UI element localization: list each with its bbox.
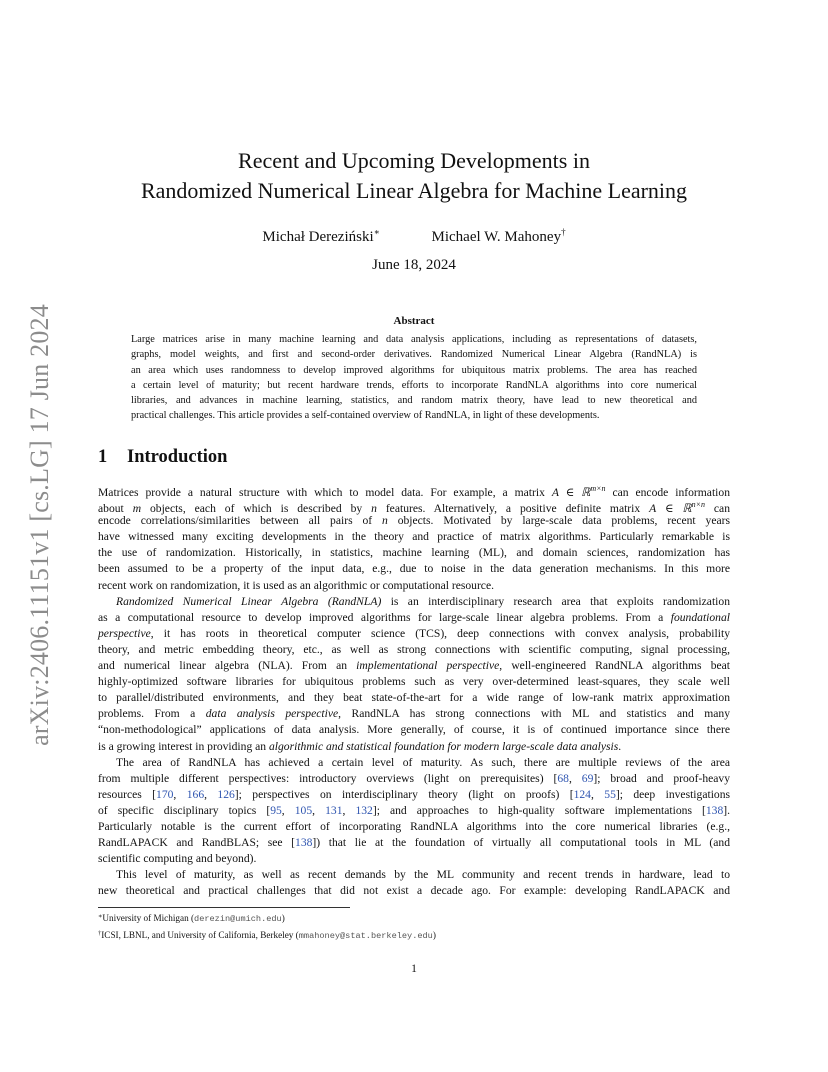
math-superscript: n×n xyxy=(691,500,705,510)
section-heading-introduction xyxy=(98,445,227,469)
footnote-1 xyxy=(98,910,730,927)
abstract-line: a certain level of maturity; but recent hardware trends, efforts to incorporate RandNLA algorithms into core numerical xyxy=(131,379,697,391)
author-list xyxy=(98,222,730,247)
italic-run: perspective xyxy=(98,626,151,640)
body-line xyxy=(98,835,730,851)
body-line: “non-methodological” applications of data analysis. More generally, of course, it is of continued importance since there xyxy=(98,723,730,737)
body-line: from multiple different perspectives: introductory overviews (light on prerequisites) [68, 69]; broad and proof-heavy xyxy=(98,771,731,785)
citation-link[interactable]: 170 xyxy=(156,787,174,801)
italic-run: Randomized Numerical Linear Algebra (RandNLA) xyxy=(116,594,382,608)
page-number: 1 xyxy=(411,962,417,975)
abstract-heading: Abstract xyxy=(393,315,435,327)
body-line xyxy=(98,513,730,529)
body-line: highly-optimized software libraries for ubiquitous problems such as very over-determined least-squares, they scale well xyxy=(98,675,730,689)
author-2-name: Michael W. Mahoney xyxy=(431,229,562,245)
italic-run: foundational xyxy=(670,610,730,624)
citation-link[interactable]: 132 xyxy=(355,803,373,817)
text-run: problems. From a xyxy=(98,707,206,721)
body-line: have witnessed many exciting developments in the theory and practice of matrix algorithms. Particularly remarkable is xyxy=(98,530,730,544)
footnote-rule xyxy=(98,907,350,908)
body-line: the use of randomization. Historically, in statistics, machine learning (ML), and domain sciences, randomization has xyxy=(98,546,730,560)
text-run: ]) that lie at the foundation of virtually all computational tools in ML (and xyxy=(312,836,730,850)
citation-link[interactable]: 69 xyxy=(581,771,594,785)
body-line: resources [170, 166, 126]; perspectives on interdisciplinary theory (light on proofs) [124, 55]; deep investigations xyxy=(98,787,731,801)
author-1-mark: ∗ xyxy=(373,227,380,237)
body-line xyxy=(98,497,730,513)
introduction-body xyxy=(98,481,730,899)
footnote-mark: ∗ xyxy=(98,913,103,920)
text-run: is an interdisciplinary research area that exploits randomization xyxy=(381,594,730,608)
citation-link[interactable]: 105 xyxy=(294,803,313,817)
italic-run: data analysis perspective xyxy=(205,707,339,721)
body-line: of specific disciplinary topics [95, 105, 131, 132]; and approaches to high-quality software implementations [138]. xyxy=(98,803,731,817)
footnote-text: University of Michigan ( xyxy=(102,913,195,923)
paper-date: June 18, 2024 xyxy=(372,257,456,273)
math-superscript: m×n xyxy=(590,484,606,493)
citation-link[interactable]: 126 xyxy=(217,787,235,801)
body-line xyxy=(98,594,730,610)
title-line-2: Randomized Numerical Linear Algebra for Machine Learning xyxy=(140,178,688,203)
abstract-line: Large matrices arise in many machine learning and data analysis applications, including as representations of datasets, xyxy=(131,334,697,345)
text-run: as a computational resource to develop improved algorithms for large-scale linear algebra problems. From a xyxy=(98,610,671,624)
body-line xyxy=(98,626,730,642)
text-run: from multiple different perspectives: introductory overviews (light on prerequisites) [ xyxy=(98,771,558,785)
footnotes xyxy=(98,910,730,943)
text-run: objects, each of which is described by xyxy=(141,501,372,515)
footnote-2 xyxy=(98,927,730,944)
text-run: ]; deep investigations xyxy=(615,787,731,801)
citation-link[interactable]: 55 xyxy=(604,787,616,801)
body-line: This level of maturity, as well as recent demands by the ML community and recent trends in hardware, lead to xyxy=(116,868,730,882)
math-run: A ∈ ℝ xyxy=(551,485,591,499)
text-run: about xyxy=(98,501,133,515)
italic-run: implementational perspective xyxy=(356,659,500,673)
footnote-text: ) xyxy=(432,929,436,940)
section-number: 1 xyxy=(98,447,108,467)
body-line: Particularly notable is the current effort of incorporating RandNLA algorithms into the core numerical libraries (e.g., xyxy=(98,819,730,833)
text-run: can xyxy=(704,501,730,515)
abstract-body xyxy=(131,332,697,424)
citation-link[interactable]: 124 xyxy=(573,787,591,801)
author-1 xyxy=(262,222,379,247)
citation-link[interactable]: 68 xyxy=(557,771,569,785)
paper-title xyxy=(98,146,730,206)
arxiv-identifier-stamp xyxy=(23,290,57,760)
math-run: n xyxy=(371,501,377,515)
arxiv-identifier-text: arXiv:2406.11151v1 [cs.LG] 17 Jun 2024 xyxy=(25,304,54,746)
email-link[interactable]: mmahoney@stat.berkeley.edu xyxy=(298,930,433,941)
text-run: , it has roots in theoretical computer science (TCS), deep connections with convex analysis, probability xyxy=(150,626,730,640)
abstract-line: graphs, model weights, and first and second-order derivatives. Randomized Numerical Linear Algebra (RandNLA) is xyxy=(131,349,697,361)
text-run: features. Alternatively, a positive definite matrix xyxy=(376,501,650,515)
text-run: , well-engineered RandNLA algorithms beat xyxy=(499,659,730,673)
text-run: ]; perspectives on interdisciplinary theory (light on proofs) [ xyxy=(234,787,574,801)
text-run: and numerical linear algebra (NLA). From an xyxy=(98,659,357,673)
body-line xyxy=(98,739,730,755)
body-line: recent work on randomization, it is used as an algorithmic or computational resource. xyxy=(98,578,494,592)
text-run: can encode information xyxy=(605,485,730,499)
body-line: The area of RandNLA has achieved a certain level of maturity. As such, there are multiple reviews of the area xyxy=(116,755,730,769)
citation-link[interactable]: 138 xyxy=(705,803,724,817)
citation-link[interactable]: 138 xyxy=(295,836,313,850)
body-line: to parallel/distributed environments, and they beat state-of-the-art for a wide range of low-rank matrix approximation xyxy=(98,691,730,705)
abstract-line: an area which uses randomness to develop improved algorithms for ubiquitous matrix problems. The area has reached xyxy=(131,364,697,376)
title-line-1: Recent and Upcoming Developments in xyxy=(238,148,590,173)
text-run: of specific disciplinary topics [ xyxy=(98,803,271,817)
author-1-name: Michał Dereziński xyxy=(262,229,374,245)
footnote-text: ) xyxy=(281,913,285,923)
body-line xyxy=(98,481,730,497)
abstract-line: libraries, and advances in machine learning, statistics, and random matrix theory, have lead to new theoretical and xyxy=(131,395,697,407)
math-run: m xyxy=(132,501,142,515)
text-run: resources [ xyxy=(98,787,157,801)
text-run: ]; and approaches to high-quality software implementations [ xyxy=(372,803,706,817)
abstract-line: practical challenges. This article provides a self-contained overview of RandNLA, in light of these developments. xyxy=(131,410,600,422)
text-run: is a growing interest in providing an xyxy=(98,739,269,753)
author-2 xyxy=(432,222,566,247)
math-run: n xyxy=(382,514,388,528)
text-run: . xyxy=(618,739,622,753)
citation-link[interactable]: 131 xyxy=(325,803,343,817)
body-line xyxy=(98,658,730,674)
body-line: new theoretical and practical challenges that did not exist a decade ago. For example: developing RandLAPACK and xyxy=(98,884,730,898)
footnote-text: ICSI, LBNL, and University of California, Berkeley ( xyxy=(101,929,299,940)
italic-run: algorithmic and statistical foundation for modern large-scale data analysis xyxy=(268,739,619,753)
text-run: Matrices provide a natural structure with which to model data. For example, a matrix xyxy=(98,485,552,499)
citation-link[interactable]: 166 xyxy=(186,787,205,801)
body-line: theory, and metric embedding theory, etc., as well as strong connections with scientific computing, signal processing, xyxy=(98,642,730,656)
author-2-mark: † xyxy=(561,227,566,237)
text-run: ]. xyxy=(723,803,731,817)
body-line: scientific computing and beyond). xyxy=(98,852,257,866)
body-line xyxy=(98,610,730,626)
body-line: been assumed to be a property of the input data, e.g., due to noise in the data generation mechanisms. In this more xyxy=(98,562,730,576)
footnote-mark: † xyxy=(98,929,102,937)
text-run: ]; broad and proof-heavy xyxy=(593,771,731,785)
citation-link[interactable]: 95 xyxy=(270,803,282,817)
text-run: encode correlations/similarities between all pairs of xyxy=(98,514,383,528)
text-run: objects. Motivated by large-scale data problems, recent years xyxy=(387,514,730,528)
text-run: RandLAPACK and RandBLAS; see [ xyxy=(98,836,296,850)
email-link[interactable]: derezin@umich.edu xyxy=(194,914,282,924)
body-line xyxy=(98,706,730,722)
math-run: A ∈ ℝ xyxy=(649,501,692,515)
section-title: Introduction xyxy=(127,447,228,467)
text-run: , RandNLA has strong connections with ML and statistics and many xyxy=(338,707,730,721)
